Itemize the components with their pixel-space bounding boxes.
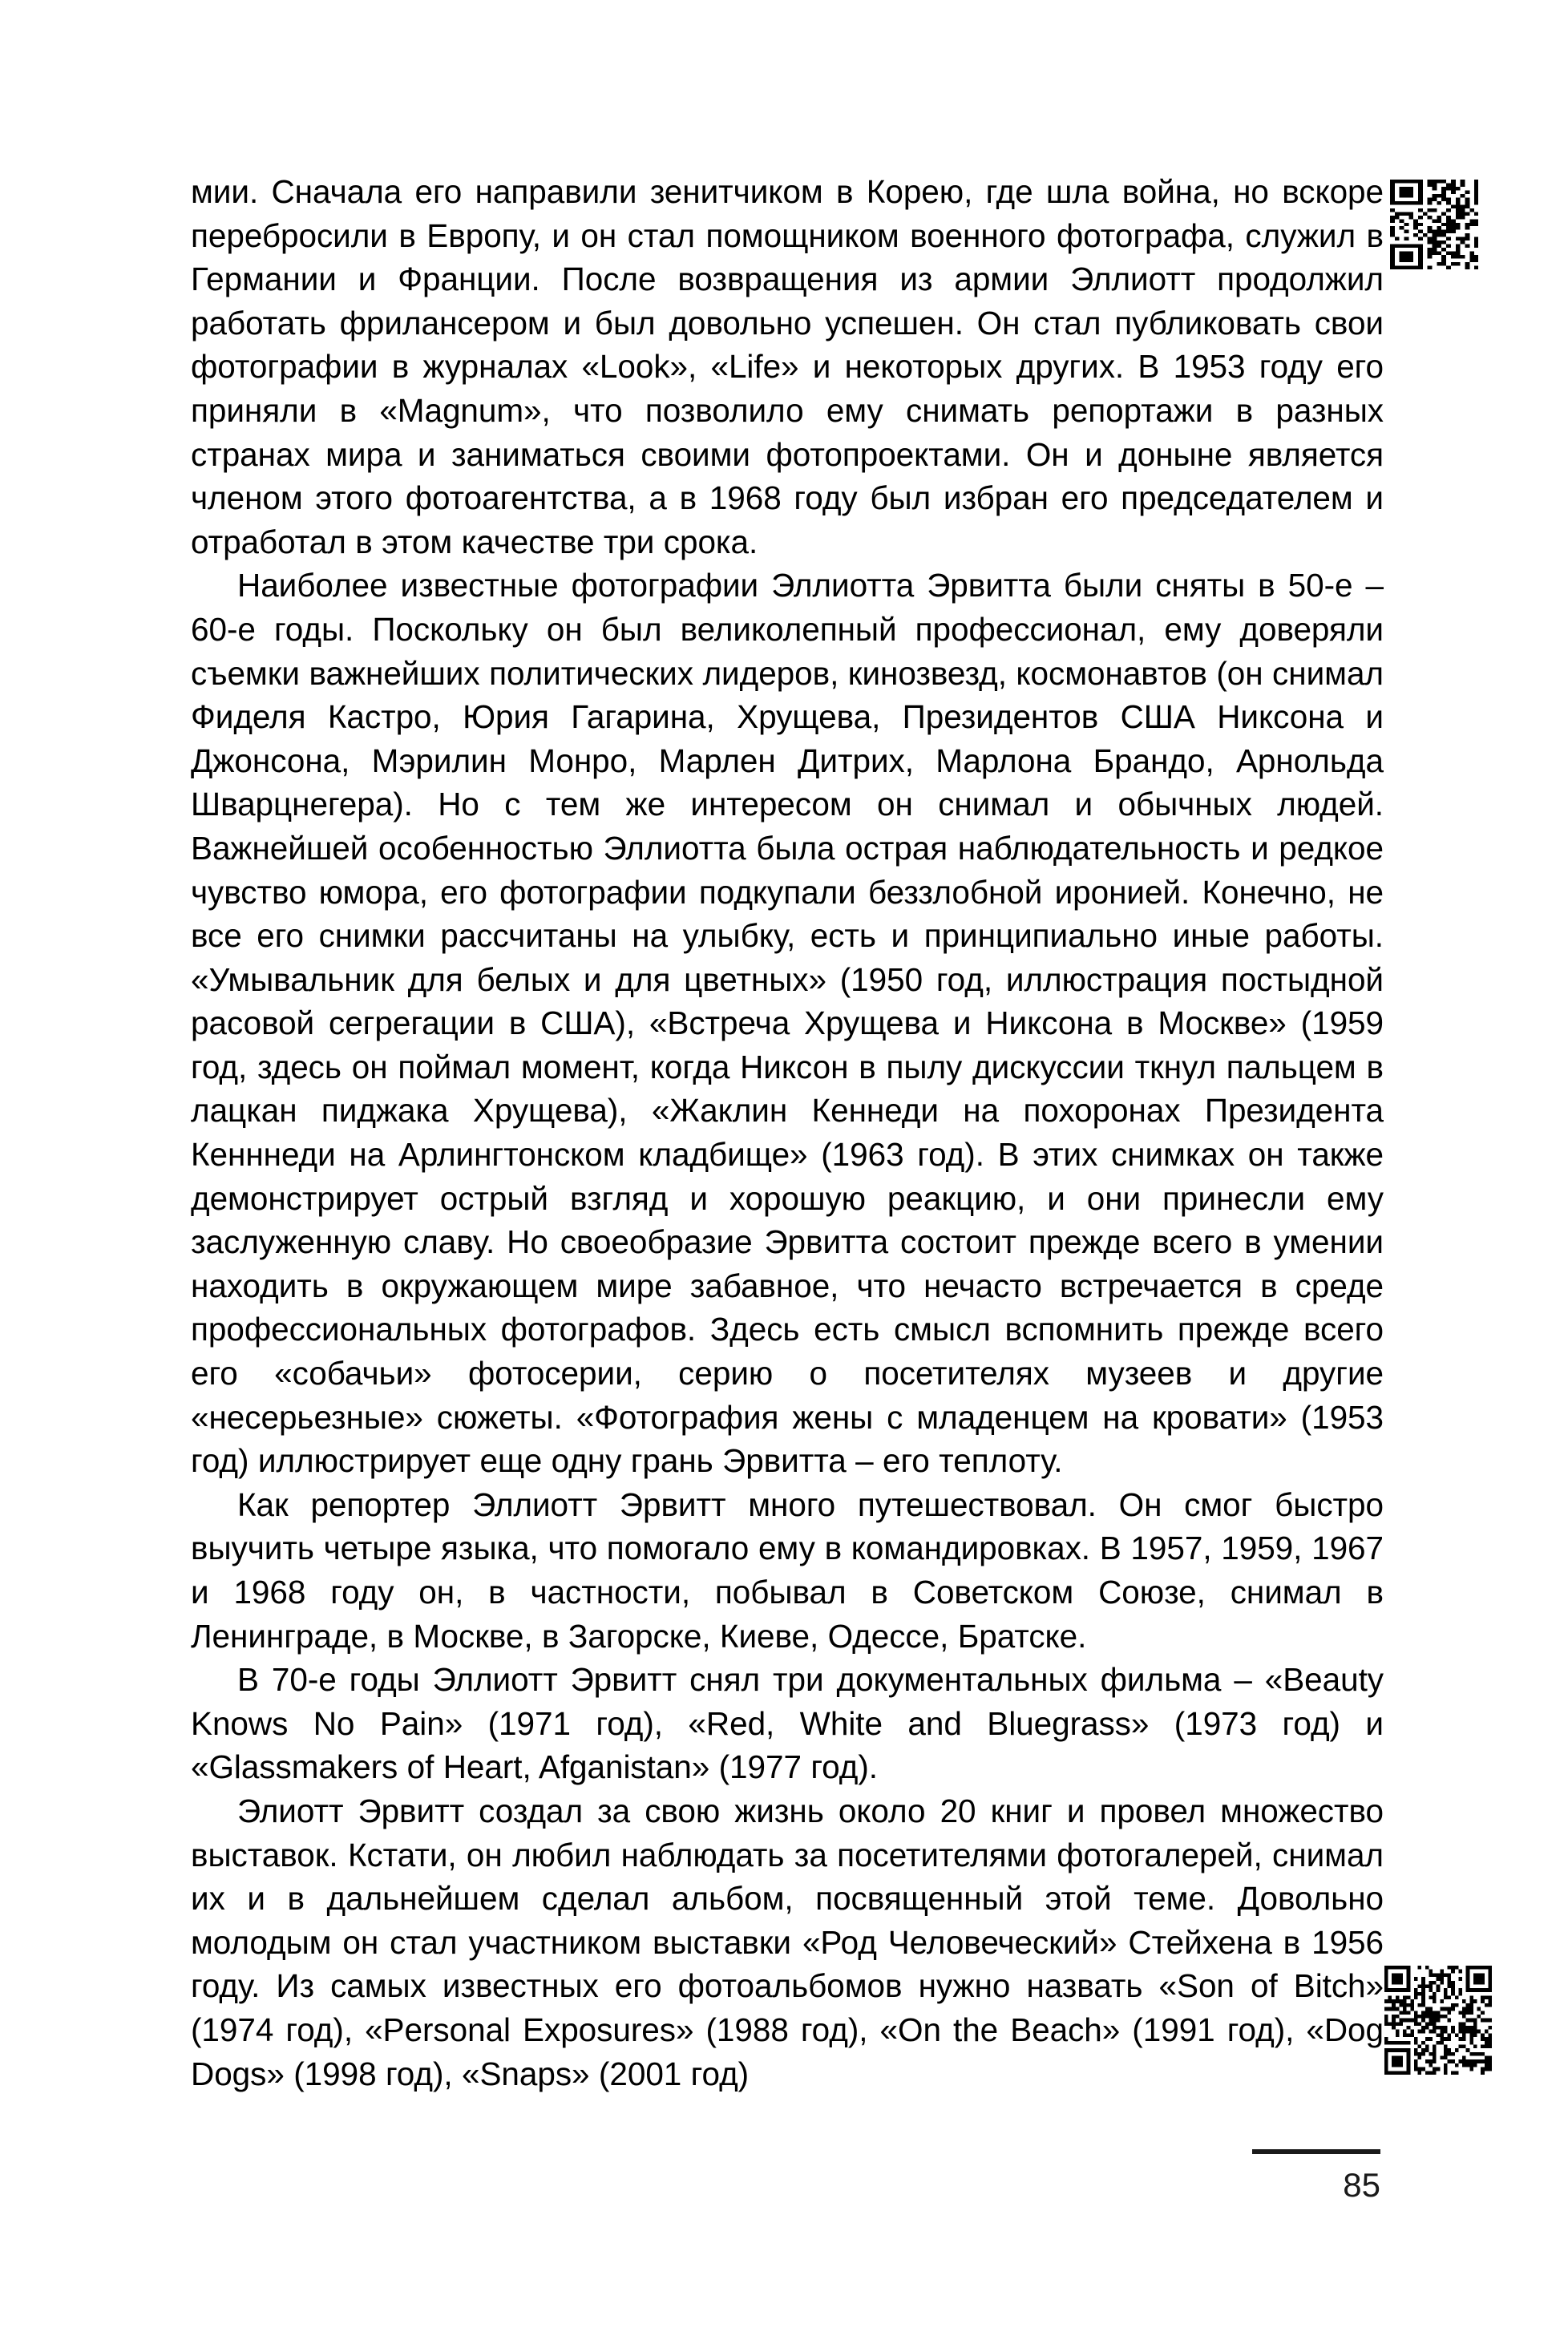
page-number: 85 — [1343, 2166, 1380, 2204]
paragraph: мии. Сначала его направили зенитчиком в Корею, где шла война, но вскоре перебросили в Европу, и он стал помощником военного фотографа, служил в Германии и Франции. После возвращения из армии Эллиотт продолжил работать фрилансером и был довольно успешен. Он стал публиковать свои фотографии в журналах «Look», «Life» и некоторых других. В 1953 году его приняли в «Magnum», что позволило ему снимать репортажи в разных странах мира и заниматься своими фотопроектами. Он и доныне является членом этого фотоагентства, а в 1968 году был избран его председателем и отработал в этом качестве три срока. — [191, 173, 1384, 560]
page-body-text — [191, 170, 1384, 2096]
footer-divider — [1252, 2149, 1380, 2154]
paragraph: В 70-е годы Эллиотт Эрвитт снял три документальных фильма – «Beauty Knows No Pain» (1971 год), «Red, White and Bluegrass» (1973 год) и «Glassmakers of Heart, Afganistan» (1977 год). — [191, 1661, 1384, 1786]
qr-code-icon — [1384, 1966, 1492, 2075]
paragraph: Как репортер Эллиотт Эрвитт много путешествовал. Он смог быстро выучить четыре языка, что помогало ему в командировках. В 1957, 1959, 1967 и 1968 году он, в частности, побывал в Советском Союзе, снимал в Ленинграде, в Москве, в Загорске, Киеве, Одессе, Братске. — [191, 1485, 1384, 1655]
paragraph: Элиотт Эрвитт создал за свою жизнь около 20 книг и провел множество выставок. Кстати, он любил наблюдать за посетителями фотогалерей, снимал их и в дальнейшем сделал альбом, посвященный этой теме. Довольно молодым он стал участником выставки «Род Человеческий» Стейхена в 1956 году. Из самых известных его фотоальбомов нужно назвать «Son of Bitch» (1974 год), «Personal Exposures» (1988 год), «On the Beach» (1991 год), «Dog Dogs» (1998 год), «Snaps» (2001 год) — [191, 1792, 1384, 2092]
paragraph: Наиболее известные фотографии Эллиотта Эрвитта были сняты в 50-е – 60-е годы. Поскольку он был великолепный профессионал, ему доверяли съемки важнейших политических лидеров, кинозвезд, космонавтов (он снимал Фиделя Кастро, Юрия Гагарина, Хрущева, Президентов США Никсона и Джонсона, Мэрилин Монро, Марлен Дитрих, Марлона Брандо, Арнольда Шварцнегера). Но с тем же интересом он снимал и обычных людей. Важнейшей особенностью Эллиотта была острая наблюдательность и редкое чувство юмора, его фотографии подкупали беззлобной иронией. Конечно, не все его снимки рассчитаны на улыбку, есть и принципиально иные работы. «Умывальник для белых и для цветных» (1950 год, иллюстрация постыдной расовой сегрегации в США), «Встреча Хрущева и Никсона в Москве» (1959 год, здесь он поймал момент, когда Никсон в пылу дискуссии ткнул пальцем в лацкан пиджака Хрущева), «Жаклин Кеннеди на похоронах Президента Кенннеди на Арлингтонском кладбище» (1963 год). В этих снимках он также демонстрирует острый взгляд и хорошую реакцию, и они принесли ему заслуженную славу. Но своеобразие Эрвитта состоит прежде всего в умении находить в окружающем мире забавное, что нечасто встречается в среде профессиональных фотографов. Здесь есть смысл вспомнить прежде всего его «собачьи» фотосерии, серию о посетителях музеев и другие «несерьезные» сюжеты. «Фотография жены с младенцем на кровати» (1953 год) иллюстрирует еще одну грань Эрвитта – его теплоту. — [191, 567, 1384, 1480]
qr-code-icon — [1390, 180, 1478, 269]
